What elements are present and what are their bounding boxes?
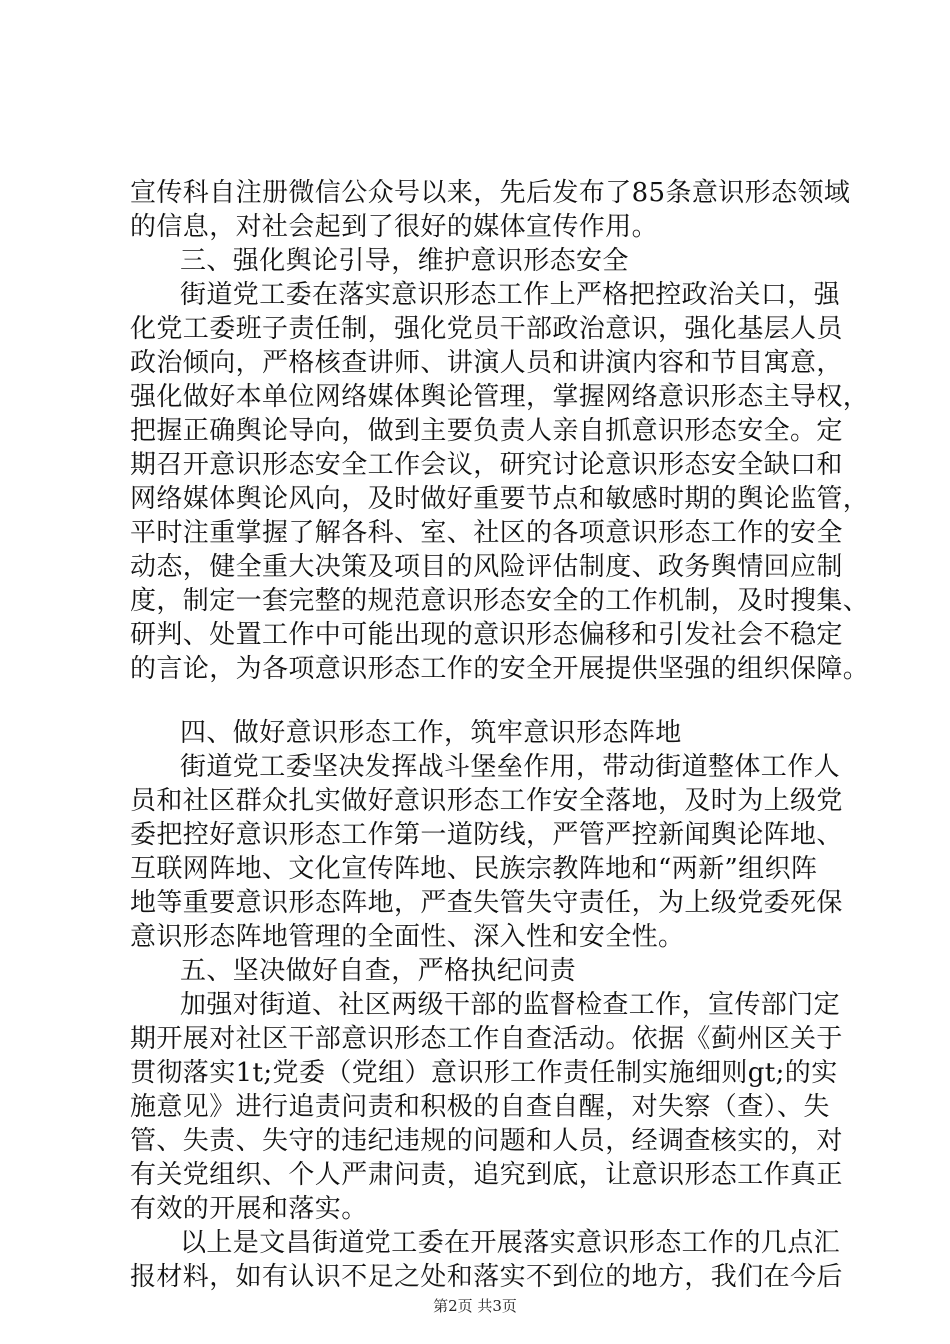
- body-text-line: 期开展对社区干部意识形态工作自查活动。依据《蓟州区关于: [130, 1024, 843, 1054]
- body-text-line: 施意见》进行追责问责和积极的自查自醒，对失察（查）、失: [130, 1092, 830, 1122]
- body-text-line: 加强对街道、社区两级干部的监督检查工作，宣传部门定: [180, 990, 841, 1020]
- body-text-line: 研判、处置工作中可能出现的意识形态偏移和引发社会不稳定: [130, 620, 843, 650]
- body-text-line: 平时注重掌握了解各科、室、社区的各项意识形态工作的安全: [130, 518, 843, 548]
- body-text-line: 管、失责、失守的违纪违规的问题和人员，经调查核实的，对: [130, 1126, 843, 1156]
- body-text-line: 把握正确舆论导向，做到主要负责人亲自抓意识形态安全。定: [130, 416, 843, 446]
- body-text-line: 街道党工委在落实意识形态工作上严格把控政治关口，强: [180, 280, 841, 310]
- body-text-line: 以上是文昌街道党工委在开展落实意识形态工作的几点汇: [180, 1228, 841, 1258]
- body-text-line: 街道党工委坚决发挥战斗堡垒作用，带动街道整体工作人: [180, 752, 841, 782]
- body-text-line: 期召开意识形态安全工作会议，研究讨论意识形态安全缺口和: [130, 450, 843, 480]
- body-text-line: 地等重要意识形态阵地，严查失管失守责任，为上级党委死保: [130, 888, 843, 918]
- body-text-line: 贯彻落实1t;党委（党组）意识形工作责任制实施细则gt;的实: [130, 1058, 838, 1088]
- body-text-line: 化党工委班子责任制，强化党员干部政治意识，强化基层人员: [130, 314, 843, 344]
- body-text-line: 宣传科自注册微信公众号以来，先后发布了85条意识形态领域: [130, 178, 851, 208]
- section-heading-3: 三、强化舆论引导，维护意识形态安全: [180, 246, 629, 276]
- body-text-line: 网络媒体舆论风向，及时做好重要节点和敏感时期的舆论监管，: [130, 484, 870, 514]
- body-text-line: 意识形态阵地管理的全面性、深入性和安全性。: [130, 922, 685, 952]
- body-text-line: 委把控好意识形态工作第一道防线，严管严控新闻舆论阵地、: [130, 820, 843, 850]
- body-text-line: 有效的开展和落实。: [130, 1194, 368, 1224]
- body-text-line: 的信息，对社会起到了很好的媒体宣传作用。: [130, 212, 659, 242]
- body-text-line: 员和社区群众扎实做好意识形态工作安全落地，及时为上级党: [130, 786, 843, 816]
- body-text-line: 强化做好本单位网络媒体舆论管理，掌握网络意识形态主导权，: [130, 382, 870, 412]
- body-text-line: 政治倾向，严格核查讲师、讲演人员和讲演内容和节目寓意，: [130, 348, 843, 378]
- body-text-line: 报材料，如有认识不足之处和落实不到位的地方，我们在今后: [130, 1262, 843, 1292]
- page-number-footer: 第2页 共3页: [433, 1297, 517, 1315]
- body-text-line: 的言论，为各项意识形态工作的安全开展提供坚强的组织保障。: [130, 654, 870, 684]
- section-heading-4: 四、做好意识形态工作，筑牢意识形态阵地: [180, 718, 682, 748]
- body-text-line: 度，制定一套完整的规范意识形态安全的工作机制，及时搜集、: [130, 586, 870, 616]
- body-text-line: 动态，健全重大决策及项目的风险评估制度、政务舆情回应制: [130, 552, 843, 582]
- section-heading-5: 五、坚决做好自查，严格执纪问责: [180, 956, 577, 986]
- body-text-line: 互联网阵地、文化宣传阵地、民族宗教阵地和“两新”组织阵: [130, 854, 818, 884]
- body-text-line: 有关党组织、个人严肃问责，追究到底，让意识形态工作真正: [130, 1160, 843, 1190]
